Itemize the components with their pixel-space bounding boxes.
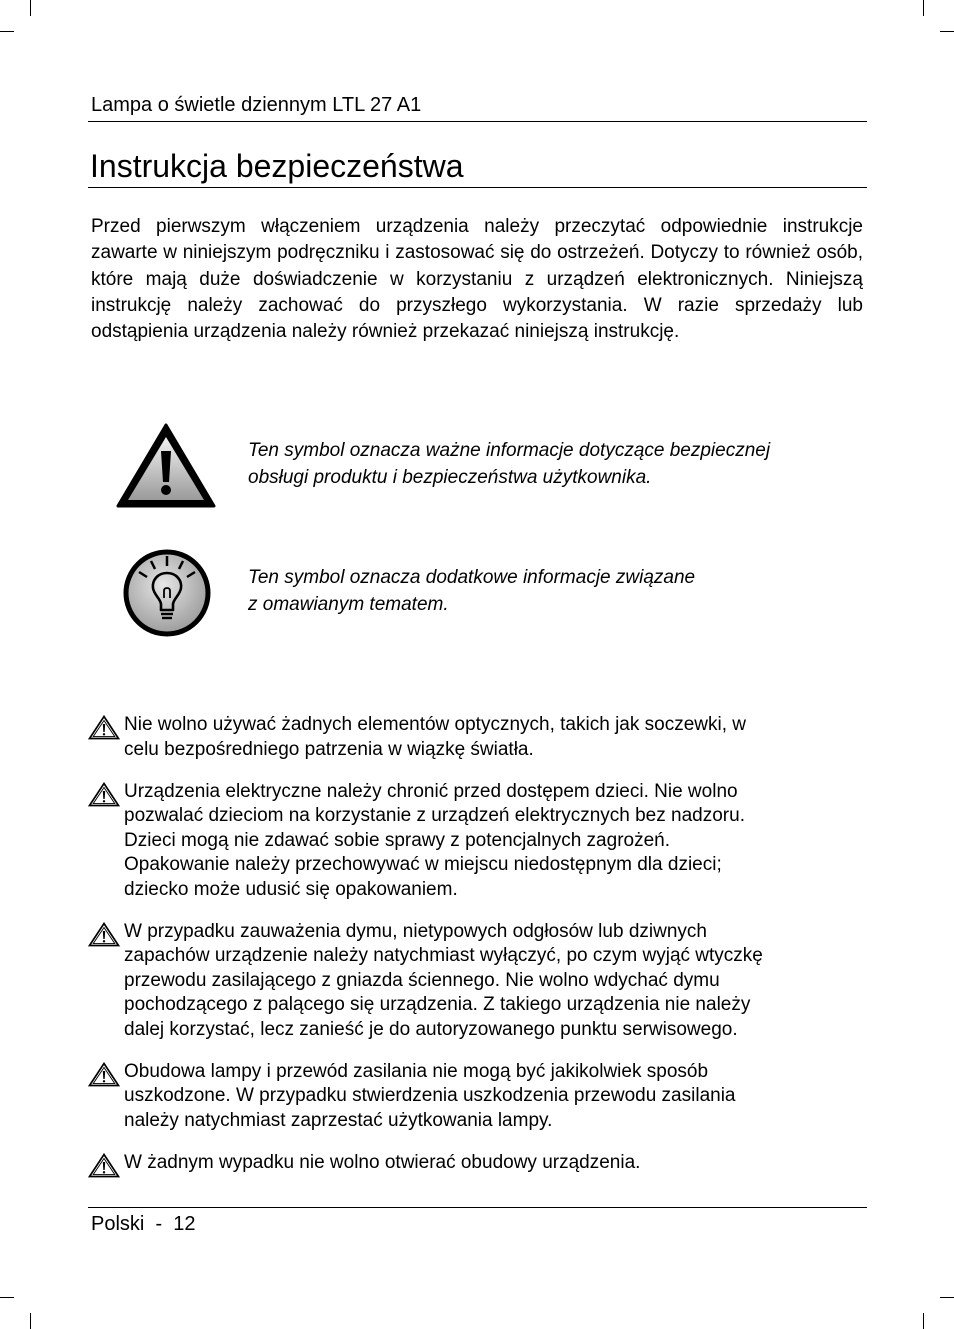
- safety-note-line: pozwalać dzieciom na korzystanie z urządzeń elektrycznych bez nadzoru.: [124, 805, 745, 826]
- footer-divider: [88, 1207, 867, 1208]
- warning-icon: [88, 922, 120, 947]
- header-divider: [88, 121, 867, 122]
- safety-note-text: [124, 780, 858, 903]
- page-footer: Polski - 12: [91, 1213, 196, 1235]
- safety-note: [88, 1060, 858, 1134]
- safety-note-line: Obudowa lampy i przewód zasilania nie mogą być jakikolwiek sposób: [124, 1060, 709, 1082]
- warning-triangle-icon: [113, 421, 219, 511]
- warning-icon: [88, 782, 120, 807]
- symbol-description-line: z omawianym tematem.: [248, 593, 449, 615]
- safety-note-line: przewodu zasilającego z gniazda ściennego. Nie wolno wdychać dymu: [124, 969, 720, 991]
- safety-note-line: dziecko może udusić się opakowaniem.: [124, 878, 458, 900]
- safety-notes-list: [88, 713, 858, 1193]
- section-title-divider: [88, 187, 867, 188]
- crop-mark: [923, 1313, 924, 1329]
- safety-note: [88, 1151, 858, 1176]
- safety-note-line: W przypadku zauważenia dymu, nietypowych odgłosów lub dziwnych: [124, 920, 707, 942]
- running-header: Lampa o świetle dziennym LTL 27 A1: [91, 94, 422, 116]
- safety-note-line: należy natychmiast zaprzestać użytkowania lampy.: [124, 1109, 553, 1131]
- crop-mark: [0, 31, 14, 32]
- safety-note-text: [124, 1060, 858, 1134]
- crop-mark: [30, 0, 31, 16]
- safety-note-line: pochodzącego z palącego się urządzenia. Z takiego urządzenia nie należy: [124, 994, 751, 1015]
- crop-mark: [940, 1297, 954, 1298]
- safety-note-line: Nie wolno używać żadnych elementów optycznych, takich jak soczewki, w: [124, 714, 746, 735]
- safety-note: [88, 780, 858, 903]
- safety-note-text: [124, 1151, 858, 1176]
- symbol-description-line: obsługi produktu i bezpieczeństwa użytkownika.: [248, 466, 652, 488]
- safety-note-line: Dzieci mogą nie zdawać sobie sprawy z potencjalnych zagrożeń.: [124, 829, 670, 851]
- safety-note-line: Urządzenia elektryczne należy chronić przed dostępem dzieci. Nie wolno: [124, 780, 738, 802]
- warning-icon: [88, 1153, 120, 1178]
- warning-icon: [88, 1062, 120, 1087]
- section-title: Instrukcja bezpieczeństwa: [90, 148, 464, 184]
- safety-note-line: zapachów urządzenie należy natychmiast wyłączyć, po czym wyjąć wtyczkę: [124, 945, 763, 966]
- symbol-description-line: Ten symbol oznacza dodatkowe informacje związane: [248, 567, 696, 588]
- crop-mark: [0, 1297, 14, 1298]
- safety-note-text: [124, 920, 858, 1043]
- crop-mark: [30, 1313, 31, 1329]
- lightbulb-icon: [122, 548, 212, 638]
- safety-note-line: uszkodzone. W przypadku stwierdzenia uszkodzenia przewodu zasilania: [124, 1085, 736, 1106]
- safety-note-line: Opakowanie należy przechowywać w miejscu niedostępnym dla dzieci;: [124, 854, 722, 875]
- symbol-description-info: [248, 565, 863, 618]
- symbol-description-line: Ten symbol oznacza ważne informacje dotyczące bezpiecznej: [248, 440, 771, 461]
- safety-note-line: W żadnym wypadku nie wolno otwierać obudowy urządzenia.: [124, 1151, 641, 1173]
- warning-icon: [88, 715, 120, 740]
- crop-mark: [923, 0, 924, 16]
- intro-paragraph: Przed pierwszym włączeniem urządzenia należy przeczytać odpowiednie instrukcje zawarte w niniejszym podręczniku i zastosować się do ostrzeżeń. Dotyczy to również osób, które mają duże doświadczenie w korzystaniu z urządzeń elektronicznych. Niniejszą instrukcję należy zachować do przyszłego wykorzystania. W razie sprzedaży lub odstąpienia urządzenia należy również przekazać niniejszą instrukcję.: [91, 216, 863, 343]
- safety-note-line: dalej korzystać, lecz zanieść je do autoryzowanego punktu serwisowego.: [124, 1018, 738, 1040]
- safety-note-line: celu bezpośredniego patrzenia w wiązkę światła.: [124, 738, 534, 760]
- crop-mark: [940, 31, 954, 32]
- safety-note: [88, 713, 858, 762]
- symbol-description-important: [248, 438, 863, 491]
- safety-note-text: [124, 713, 858, 762]
- safety-note: [88, 920, 858, 1043]
